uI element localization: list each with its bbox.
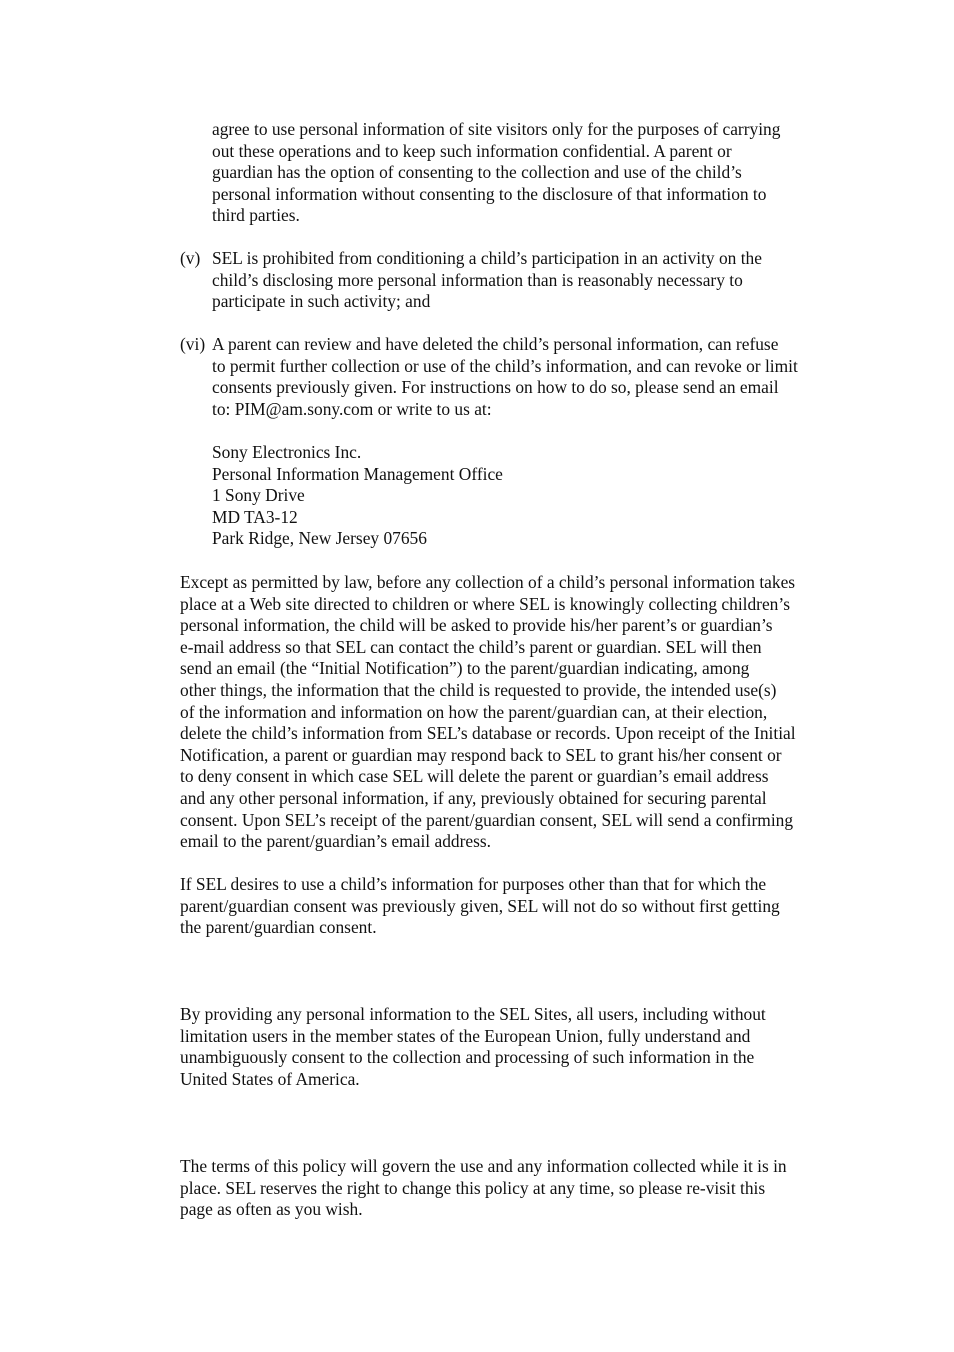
address-company: Sony Electronics Inc. bbox=[212, 442, 362, 462]
text-line: other things, the information that the child is requested to provide, the intended use(s) bbox=[180, 679, 777, 700]
text-line: SEL is prohibited from conditioning a child’s participation in an activity on the bbox=[212, 248, 762, 268]
text-line: place at a Web site directed to children or where SEL is knowingly collecting children’s bbox=[180, 593, 790, 614]
text-line: the parent/guardian consent. bbox=[180, 917, 377, 938]
mailing-address bbox=[212, 442, 902, 550]
text-line: e-mail address so that SEL can contact the child’s parent or guardian. SEL will then bbox=[180, 636, 762, 657]
text-line: participate in such activity; and bbox=[212, 291, 431, 312]
consent-process-paragraph bbox=[180, 572, 900, 853]
text-line: page as often as you wish. bbox=[180, 1199, 363, 1220]
text-line: By providing any personal information to the SEL Sites, all users, including without bbox=[180, 1004, 766, 1024]
other-purposes-paragraph bbox=[180, 874, 900, 939]
text-line: guardian has the option of consenting to the collection and use of the child’s bbox=[212, 162, 742, 183]
text-line: place. SEL reserves the right to change this policy at any time, so please re-visit this bbox=[180, 1177, 766, 1198]
text-line: Except as permitted by law, before any collection of a child’s personal information takes bbox=[180, 572, 796, 592]
text-line: A parent can review and have deleted the child’s personal information, can refuse bbox=[212, 334, 779, 354]
text-line: to deny consent in which case SEL will delete the parent or guardian’s email address bbox=[180, 766, 769, 787]
text-line: child’s disclosing more personal information than is reasonably necessary to bbox=[212, 269, 743, 290]
address-street: 1 Sony Drive bbox=[212, 485, 305, 506]
text-line: personal information without consenting to the disclosure of that information to bbox=[212, 183, 767, 204]
address-department: Personal Information Management Office bbox=[212, 463, 503, 484]
text-line: personal information, the child will be asked to provide his/her parent’s or guardian’s bbox=[180, 615, 773, 636]
text-line: limitation users in the member states of the European Union, fully understand and bbox=[180, 1025, 751, 1046]
text-line: agree to use personal information of site visitors only for the purposes of carrying bbox=[212, 119, 781, 139]
text-line: consents previously given. For instructions on how to do so, please send an email bbox=[212, 377, 779, 398]
text-line: to: PIM@am.sony.com or write to us at: bbox=[212, 398, 492, 419]
text-line: United States of America. bbox=[180, 1068, 360, 1089]
text-line: email to the parent/guardian’s email address. bbox=[180, 831, 491, 852]
text-line: If SEL desires to use a child’s information for purposes other than that for which the bbox=[180, 874, 767, 894]
text-line: send an email (the “Initial Notification”) to the parent/guardian indicating, among bbox=[180, 658, 750, 679]
policy-changes-paragraph bbox=[180, 1156, 900, 1221]
text-line: The terms of this policy will govern the use and any information collected while it is in bbox=[180, 1156, 787, 1176]
text-line: to permit further collection or use of the child’s information, and can revoke or limit bbox=[212, 355, 798, 376]
text-line: and any other personal information, if any, previously obtained for securing parental bbox=[180, 787, 767, 808]
address-mail-drop: MD TA3-12 bbox=[212, 506, 298, 527]
text-line: of the information and information on how the parent/guardian can, at their election, bbox=[180, 701, 768, 722]
intro-continuation-paragraph bbox=[212, 119, 902, 227]
list-item-text bbox=[212, 334, 902, 420]
international-transfer-paragraph bbox=[180, 1004, 900, 1090]
list-item-number: (v) bbox=[180, 248, 201, 268]
text-line: unambiguously consent to the collection and processing of such information in the bbox=[180, 1047, 755, 1068]
text-line: Notification, a parent or guardian may respond back to SEL to grant his/her consent or bbox=[180, 744, 782, 765]
address-city-state-zip: Park Ridge, New Jersey 07656 bbox=[212, 528, 427, 549]
list-item-number: (vi) bbox=[180, 334, 206, 354]
text-line: consent. Upon SEL’s receipt of the parent/guardian consent, SEL will send a confirming bbox=[180, 809, 794, 830]
list-item-text bbox=[212, 248, 902, 313]
text-line: out these operations and to keep such information confidential. A parent or bbox=[212, 140, 732, 161]
text-line: third parties. bbox=[212, 205, 300, 226]
text-line: delete the child’s information from SEL’s database or records. Upon receipt of the Initial bbox=[180, 723, 796, 744]
text-line: parent/guardian consent was previously given, SEL will not do so without first getting bbox=[180, 895, 780, 916]
